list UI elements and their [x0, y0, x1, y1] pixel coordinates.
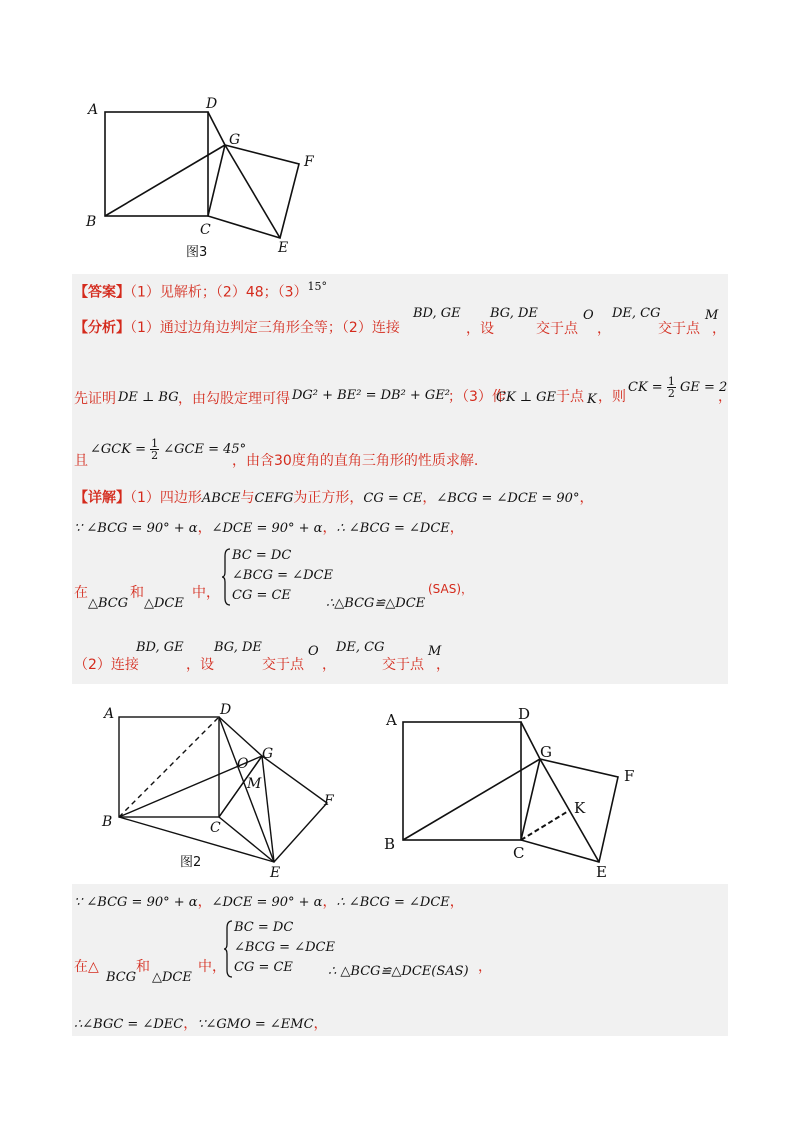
- fig2-label-E: E: [270, 865, 281, 880]
- fig3-label-A: A: [88, 102, 99, 118]
- analysis-part3: ；（3）作: [448, 389, 506, 405]
- detail-cefg: CEFG: [254, 491, 294, 506]
- fig2-label-G: G: [262, 746, 274, 762]
- detail-because-1: ∵ ∠BCG = 90° + α: [74, 521, 198, 536]
- detail2-middle: 中，: [198, 959, 226, 975]
- detail-p2-a: （2）连接: [74, 657, 139, 673]
- detail-p1-a: （1）四边形: [130, 490, 202, 506]
- detail-and: 和: [130, 585, 144, 601]
- detail-congruent: ∴△BCG≌△DCE: [326, 596, 426, 611]
- analysis-ck-perp-ge: CK ⊥ GE: [496, 390, 557, 405]
- fig2-label-A: A: [104, 706, 115, 722]
- analysis-point-K: K: [587, 392, 597, 407]
- detail2-system-brace: [224, 920, 234, 982]
- analysis-conclusion: ，由含30度角的直角三角形的性质求解.: [232, 453, 479, 469]
- fig3-label-G: G: [229, 132, 241, 148]
- analysis-half-num: 1: [667, 375, 675, 388]
- fig3-label-E: E: [278, 240, 289, 256]
- detail2-line-last: [74, 1014, 328, 1034]
- detail-cg-ce: CG = CE: [363, 491, 423, 506]
- analysis-half-frac: [667, 376, 676, 399]
- detail-tri-bcg: △BCG: [88, 596, 129, 611]
- analysis-and: 且: [74, 453, 88, 469]
- analysis-comma-set: ，设: [466, 321, 494, 337]
- analysis-point-M: M: [705, 308, 719, 323]
- detail2-therefore-1: ∴ ∠BCG = ∠DCE: [336, 895, 450, 910]
- detail2-dce-1: ∠DCE = 90° + α: [211, 895, 323, 910]
- detail-in: 在: [74, 585, 88, 601]
- fig3-label-F: F: [304, 154, 314, 170]
- detail-comma-2: ，: [322, 657, 336, 673]
- detail2-sys-2: ∠BCG = ∠DCE: [234, 940, 335, 955]
- detail-system: [232, 546, 333, 606]
- detail2-line-1: ∵ ∠BCG = 90° + α，∠DCE = 90° + α，∴ ∠BCG = ∠DCE，: [74, 894, 464, 910]
- detail-tag: 【详解】: [74, 490, 130, 506]
- detail-bd-ge: BD, GE: [136, 640, 184, 655]
- analysis-ck-eq-rhs: GE = 2: [679, 380, 728, 395]
- detail-angles: ∠BCG = ∠DCE = 90°: [436, 491, 580, 506]
- detail2-and: 和: [136, 959, 150, 975]
- analysis-ck-eq: [628, 376, 727, 399]
- analysis-tag: 【分析】: [74, 320, 130, 336]
- detail-abce: ABCE: [201, 491, 241, 506]
- detail-sys-2: ∠BCG = ∠DCE: [232, 568, 333, 583]
- fig2-label-F: F: [324, 793, 334, 809]
- detail2-comma-b: ，: [313, 1016, 328, 1032]
- detail-line-2: ∵ ∠BCG = 90° + α，∠DCE = 90° + α，∴ ∠BCG = ∠DCE，: [74, 520, 464, 536]
- detail-brace-svg: [222, 548, 232, 606]
- analysis-de-cg: DE, CG: [612, 306, 661, 321]
- analysis-comma: ，: [597, 321, 611, 337]
- detail-line-1: [74, 488, 593, 508]
- fig3-label-D: D: [206, 96, 218, 112]
- analysis-line-1: [74, 318, 400, 337]
- detail2-tri-dce: △DCE: [152, 970, 192, 985]
- analysis-comma-3: ，: [718, 389, 732, 405]
- fig2-label-B: B: [102, 814, 113, 830]
- detail2-because-1: ∵ ∠BCG = 90° + α: [74, 895, 198, 910]
- detail-comma-3: ，: [436, 657, 450, 673]
- detail2-brace-svg: [224, 920, 234, 978]
- analysis-part1: （1）通过边角边判定三角形全等；（2）连接: [130, 320, 400, 336]
- figk-label-G: G: [540, 743, 552, 761]
- fig2-caption: 图2: [180, 855, 202, 870]
- detail2-bcg: BCG: [106, 970, 137, 985]
- detail-meet-2: 交于点: [382, 657, 424, 673]
- detail2-comma-a: ，: [183, 1016, 198, 1032]
- figure-k: [370, 695, 653, 881]
- analysis-gck-eq: [90, 438, 246, 461]
- figk-label-K: K: [574, 799, 586, 817]
- analysis-bg-de: BG, DE: [490, 306, 538, 321]
- detail2-because-2: ∴∠BGC = ∠DEC: [74, 1017, 184, 1032]
- detail2-congruent: ∴ △BCG≌△DCE(SAS): [328, 964, 469, 979]
- detail-sys-3: CG = CE: [232, 588, 291, 603]
- detail-tri-dce: △DCE: [144, 596, 184, 611]
- detail2-in: 在△: [74, 959, 99, 975]
- analysis-half-den: 2: [667, 387, 675, 400]
- analysis-point-O: O: [583, 308, 594, 323]
- analysis-foot: 于点: [556, 389, 584, 405]
- detail-bg-de: BG, DE: [214, 640, 262, 655]
- analysis-gck-rhs: ∠GCE = 45°: [163, 442, 247, 457]
- analysis-comma-end: ，: [712, 321, 726, 337]
- fig3-label-B: B: [86, 214, 97, 230]
- analysis-line2-start: 先证明: [74, 391, 116, 407]
- figure-k-svg: [370, 695, 653, 881]
- figk-label-A: A: [386, 711, 397, 729]
- detail-middle: 中，: [192, 585, 220, 601]
- analysis-gck-num: 1: [151, 437, 159, 450]
- detail-comma: ，: [422, 490, 437, 506]
- answer-value: 15°: [307, 280, 328, 293]
- fig3-caption: 图3: [186, 245, 208, 260]
- detail2-because-3: ∵∠GMO = ∠EMC: [197, 1017, 314, 1032]
- answer-line: [74, 278, 327, 301]
- detail-with: 与: [240, 490, 255, 506]
- figure-2-svg: [72, 690, 342, 880]
- answer-text: （1）见解析；（2）48；（3）: [130, 284, 308, 301]
- figk-label-B: B: [384, 835, 396, 853]
- fig2-label-C: C: [210, 820, 221, 836]
- fig2-label-O: O: [237, 756, 249, 772]
- detail2-sys-3: CG = CE: [234, 960, 293, 975]
- analysis-meet-at: 交于点: [536, 321, 578, 337]
- fig2-label-M: M: [247, 776, 262, 792]
- detail2-sys-1: BC = DC: [234, 920, 294, 935]
- detail-square: 为正方形，: [293, 490, 364, 506]
- detail-meet: 交于点: [262, 657, 304, 673]
- detail-therefore-1: ∴ ∠BCG = ∠DCE: [336, 521, 450, 536]
- fig3-label-C: C: [200, 222, 211, 238]
- analysis-pythag-eq: DG² + BE² = DB² + GE²: [292, 388, 451, 403]
- analysis-then: ，则: [598, 389, 626, 405]
- detail2-system: [234, 918, 335, 978]
- figure-3-svg: [82, 92, 322, 264]
- analysis-de-perp-bg: DE ⊥ BG: [118, 390, 179, 405]
- analysis-gck-frac: [150, 438, 159, 461]
- detail-set: ，设: [186, 657, 214, 673]
- answer-tag: 【答案】: [74, 284, 130, 301]
- detail-comma-end: ，: [579, 490, 594, 506]
- detail-dce-1: ∠DCE = 90° + α: [211, 521, 323, 536]
- detail2-comma-end: ，: [478, 959, 492, 975]
- analysis-gck-lhs: ∠GCK =: [90, 442, 146, 457]
- detail-sas: (SAS)，: [428, 582, 474, 596]
- detail-point-M: M: [428, 644, 442, 659]
- analysis-ck-eq-lhs: CK =: [628, 380, 663, 395]
- detail-point-O: O: [308, 644, 319, 659]
- figk-label-F: F: [624, 767, 635, 785]
- fig2-label-D: D: [220, 702, 232, 718]
- analysis-meet-at-2: 交于点: [658, 321, 700, 337]
- detail-de-cg: DE, CG: [336, 640, 385, 655]
- figk-label-C: C: [513, 844, 525, 862]
- analysis-by-pythag: ，由勾股定理可得: [178, 391, 290, 407]
- analysis-bd-ge: BD, GE: [413, 306, 461, 321]
- figure-2: [72, 690, 342, 880]
- figure-3: [82, 92, 322, 264]
- figk-label-D: D: [518, 705, 531, 723]
- detail-sys-1: BC = DC: [232, 548, 292, 563]
- detail-system-brace: [222, 548, 232, 604]
- analysis-gck-den: 2: [151, 449, 159, 462]
- figk-label-E: E: [596, 863, 607, 881]
